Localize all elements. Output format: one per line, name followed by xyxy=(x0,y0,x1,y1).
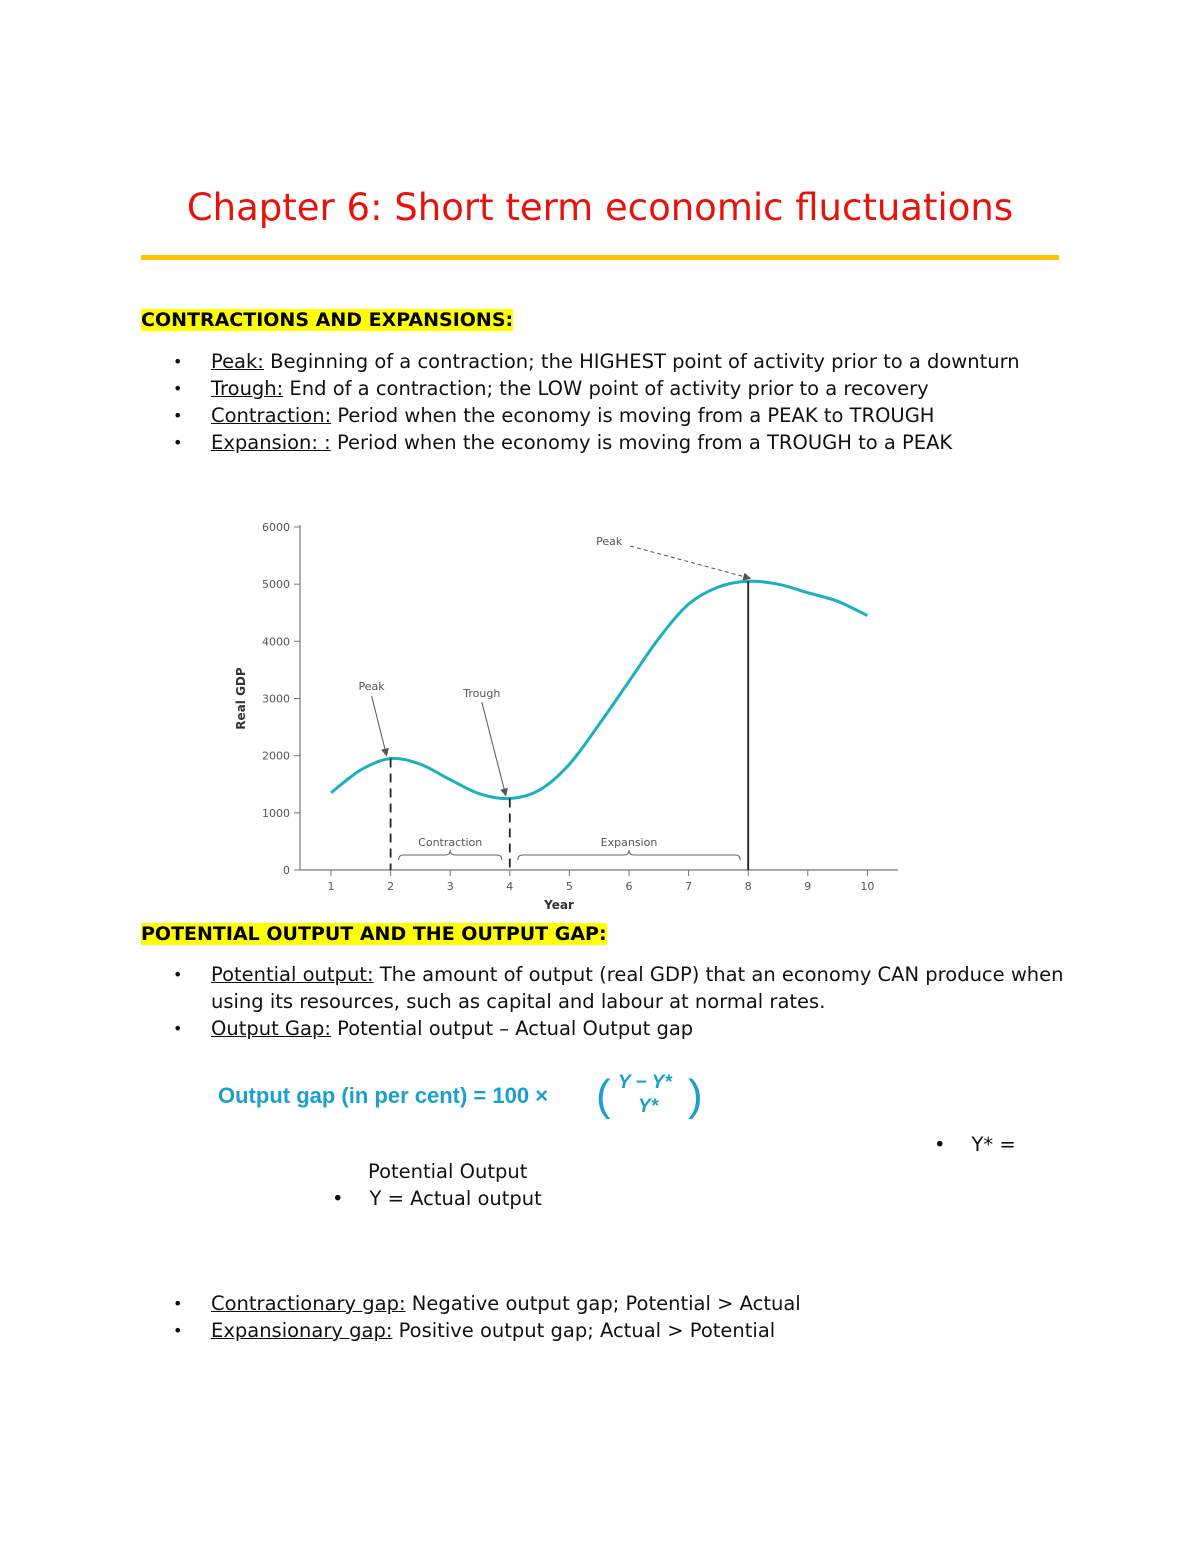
peak-1-annotation-arrow xyxy=(372,696,387,756)
x-tick-label: 5 xyxy=(565,880,573,893)
output-gap-list xyxy=(141,961,1071,1042)
bullet: • xyxy=(934,1133,946,1156)
contractions-list xyxy=(141,348,1041,456)
list-item-contractionary-gap: • Contractionary gap: Negative output gap; Potential > Actual xyxy=(141,1290,1041,1317)
x-tick-label: 2 xyxy=(387,880,395,893)
left-paren: ( xyxy=(596,1071,611,1120)
peak-2-annotation-label: Peak xyxy=(596,535,623,548)
list-item-expansionary-gap: • Expansionary gap: Positive output gap; Actual > Potential xyxy=(141,1317,1041,1344)
output-gap-formula xyxy=(218,1070,718,1126)
section-heading-contractions: CONTRACTIONS AND EXPANSIONS: xyxy=(141,309,514,331)
x-tick-label: 6 xyxy=(625,880,633,893)
definition-y: • Y = Actual output xyxy=(332,1187,542,1210)
x-tick-label: 1 xyxy=(327,880,335,893)
list-item-peak: • Peak: Beginning of a contraction; the HIGHEST point of activity prior to a downturn xyxy=(141,348,1041,375)
x-tick-label: 7 xyxy=(685,880,693,893)
x-tick-label: 4 xyxy=(506,880,514,893)
definition-ystar: • Y* = xyxy=(934,1133,1016,1156)
list-item-output-gap: • Output Gap: Potential output – Actual Output gap xyxy=(141,1015,1071,1042)
y-tick-label: 2000 xyxy=(262,749,290,763)
right-paren: ) xyxy=(688,1071,703,1120)
trough-annotation-label: Trough xyxy=(463,687,501,700)
x-tick-label: 10 xyxy=(860,880,875,893)
x-tick-label: 3 xyxy=(446,880,454,893)
definition-ystar-continued: Potential Output xyxy=(368,1160,528,1183)
y-tick-label: 1000 xyxy=(262,806,290,820)
formula-left: Output gap (in per cent) = 100 × xyxy=(218,1083,549,1108)
section-heading-output-gap: POTENTIAL OUTPUT AND THE OUTPUT GAP: xyxy=(141,923,607,945)
page-title: Chapter 6: Short term economic fluctuations xyxy=(186,186,1014,229)
y-tick-label: 4000 xyxy=(262,635,290,649)
span-label-expansion: Expansion xyxy=(600,836,658,849)
span-brace-2 xyxy=(518,850,740,860)
y-tick-label: 5000 xyxy=(262,578,290,592)
real-gdp-line xyxy=(331,581,867,798)
formula-numerator: Y − Y* xyxy=(618,1072,672,1093)
list-item-potential-output: • Potential output: The amount of output (real GDP) that an economy CAN produce when using its resources, such as capital and labour at normal rates. xyxy=(141,961,1071,1015)
business-cycle-chart xyxy=(225,515,915,915)
y-axis-label: Real GDP xyxy=(234,667,248,730)
span-label-contraction: Contraction xyxy=(418,836,483,849)
x-tick-label: 8 xyxy=(744,880,752,893)
y-tick-label: 0 xyxy=(283,864,290,877)
list-item-contraction: • Contraction: Period when the economy is moving from a PEAK to TROUGH xyxy=(141,402,1041,429)
formula-fraction xyxy=(596,1070,703,1126)
peak-2-annotation-arrow xyxy=(630,546,750,578)
list-item-expansion: • Expansion: : Period when the economy is moving from a TROUGH to a PEAK xyxy=(141,429,1041,456)
peak-1-annotation-label: Peak xyxy=(358,680,385,693)
trough-annotation-arrow xyxy=(482,702,506,796)
bullet: • xyxy=(332,1187,344,1210)
list-item-trough: • Trough: End of a contraction; the LOW point of activity prior to a recovery xyxy=(141,375,1041,402)
span-brace-1 xyxy=(399,850,502,860)
formula-denominator: Y* xyxy=(638,1096,659,1117)
title-underline xyxy=(141,255,1059,260)
y-tick-label: 3000 xyxy=(262,692,290,706)
y-tick-label: 6000 xyxy=(262,521,290,534)
x-tick-label: 9 xyxy=(804,880,812,893)
gap-types-list xyxy=(141,1290,1041,1344)
x-axis-label: Year xyxy=(544,898,574,912)
